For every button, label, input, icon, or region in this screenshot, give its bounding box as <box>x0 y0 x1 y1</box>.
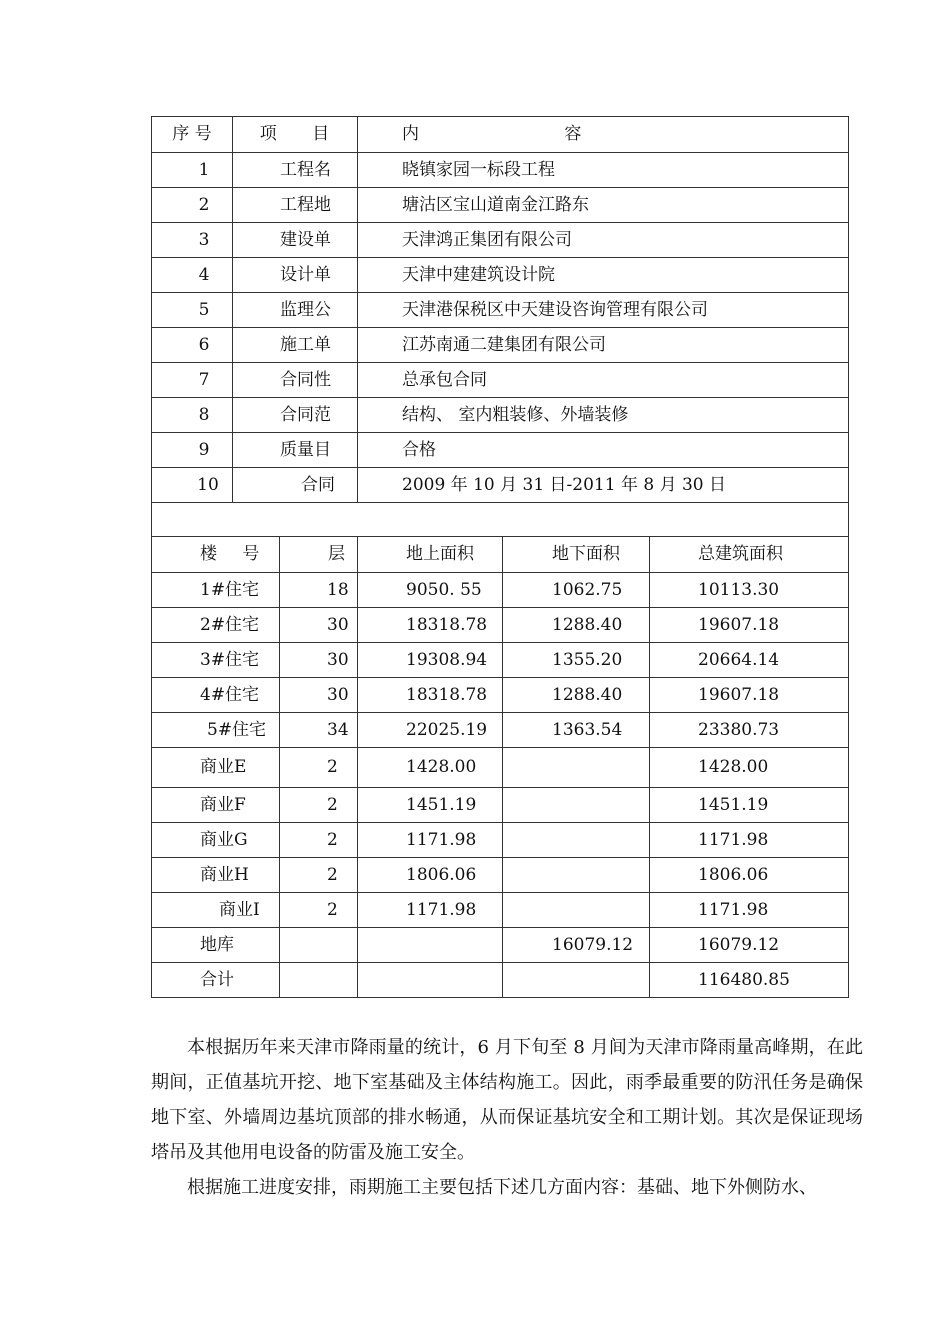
row-content: 晓镇家园一标段工程 <box>402 159 555 180</box>
cell-floors: 34 <box>327 719 349 740</box>
cell-below <box>552 788 649 822</box>
cell-above: 1171.98 <box>406 899 477 920</box>
table-row <box>152 747 848 787</box>
row-item: 质量目 <box>280 439 331 460</box>
cell-total: 23380.73 <box>698 719 780 740</box>
cell-above: 1428.00 <box>406 757 477 777</box>
cell-above <box>406 963 502 998</box>
cell-building: 商业I <box>219 899 260 920</box>
cell-total: 19607.18 <box>698 614 780 635</box>
row-seq: 3 <box>198 229 210 250</box>
paragraph-rain-statistics: 本根据历年来天津市降雨量的统计，6 月下旬至 8 月间为天津市降雨量高峰期，在此期间，正值基坑开挖、地下室基础及主体结构施工。因此，雨季最重要的防汛任务是确保地下室、外墙周边基坑顶部的排水畅通，从而保证基坑安全和工期计划。其次是保证现场塔吊及其他用电设备的防雷及施工安全。 <box>151 1037 863 1163</box>
row-item: 合同性 <box>280 369 331 390</box>
overview-header-row <box>152 117 848 152</box>
cell-above: 1451.19 <box>406 794 477 815</box>
cell-below <box>552 963 649 998</box>
cell-below <box>552 858 649 892</box>
cell-total: 1171.98 <box>698 829 769 850</box>
row-seq: 8 <box>198 404 210 425</box>
cell-building: 商业E <box>200 757 247 777</box>
table-row <box>152 712 848 747</box>
row-content: 天津港保税区中天建设咨询管理有限公司 <box>402 299 708 320</box>
project-overview-table <box>151 116 849 537</box>
cell-floors: 30 <box>327 684 349 705</box>
cell-building: 地库 <box>200 934 234 955</box>
cell-floors <box>327 928 357 962</box>
cell-building: 5#住宅 <box>207 719 267 740</box>
row-item: 建设单 <box>280 229 331 250</box>
cell-floors: 2 <box>327 794 338 815</box>
cell-above: 18318.78 <box>406 614 488 635</box>
cell-above <box>406 928 502 962</box>
overview-row <box>152 152 848 187</box>
row-content: 2009 年 10 月 31 日-2011 年 8 月 30 日 <box>402 474 727 495</box>
header-floors: 层 <box>328 544 345 564</box>
table-row <box>152 677 848 712</box>
body-text <box>151 1030 863 1205</box>
cell-above: 1806.06 <box>406 864 477 885</box>
cell-building: 3#住宅 <box>200 649 260 670</box>
header-content: 内 容 <box>402 124 582 144</box>
cell-floors: 2 <box>327 757 338 777</box>
cell-building: 商业G <box>200 829 248 850</box>
cell-building: 商业F <box>200 794 246 815</box>
cell-below: 1288.40 <box>552 614 623 635</box>
cell-building: 商业H <box>200 864 249 885</box>
cell-building: 2#住宅 <box>200 614 260 635</box>
cell-floors: 2 <box>327 864 338 885</box>
header-above: 地上面积 <box>406 544 474 564</box>
cell-below: 1288.40 <box>552 684 623 705</box>
table-row <box>152 607 848 642</box>
paragraph-construction-schedule: 根据施工进度安排，雨期施工主要包括下述几方面内容：基础、地下外侧防水、 <box>187 1177 817 1198</box>
table-row <box>152 787 848 822</box>
cell-below: 1355.20 <box>552 649 623 670</box>
table-row <box>152 857 848 892</box>
overview-row <box>152 327 848 362</box>
row-item: 工程地 <box>280 194 331 215</box>
row-content: 天津中建建筑设计院 <box>402 264 555 285</box>
table-row <box>152 572 848 607</box>
row-item: 监理公 <box>280 299 331 320</box>
cell-total: 1451.19 <box>698 794 769 815</box>
cell-total: 16079.12 <box>698 934 780 955</box>
table-row <box>152 822 848 857</box>
cell-total: 10113.30 <box>698 579 780 600</box>
overview-row <box>152 292 848 327</box>
table-row <box>152 962 848 998</box>
row-item: 设计单 <box>280 264 331 285</box>
overview-row <box>152 222 848 257</box>
row-seq: 6 <box>198 334 210 355</box>
cell-floors: 30 <box>327 649 349 670</box>
row-seq: 4 <box>198 264 210 285</box>
row-content: 合格 <box>402 439 436 460</box>
row-item: 施工单 <box>280 334 331 355</box>
row-seq: 9 <box>198 439 210 460</box>
cell-floors: 18 <box>327 579 349 600</box>
building-area-table <box>151 536 849 998</box>
cell-total: 19607.18 <box>698 684 780 705</box>
row-content: 天津鸿正集团有限公司 <box>402 229 572 250</box>
cell-above: 19308.94 <box>406 649 488 670</box>
header-building: 楼 号 <box>200 544 260 564</box>
header-seq: 序 号 <box>172 124 212 144</box>
cell-below <box>552 823 649 857</box>
row-item: 合同范 <box>280 404 331 425</box>
overview-row <box>152 432 848 467</box>
cell-total: 1171.98 <box>698 899 769 920</box>
row-seq: 1 <box>198 159 210 180</box>
overview-row <box>152 362 848 397</box>
row-content: 结构、 室内粗装修、外墙装修 <box>402 404 629 425</box>
row-content: 总承包合同 <box>402 369 487 390</box>
overview-blank-row <box>152 502 848 537</box>
cell-floors: 2 <box>327 899 338 920</box>
overview-row <box>152 257 848 292</box>
cell-total: 1428.00 <box>698 757 769 777</box>
cell-floors: 30 <box>327 614 349 635</box>
cell-below <box>552 893 649 927</box>
cell-building: 合计 <box>200 970 234 990</box>
row-content: 塘沽区宝山道南金江路东 <box>402 194 589 215</box>
area-header-row <box>152 537 848 572</box>
cell-above: 22025.19 <box>406 719 488 740</box>
overview-row <box>152 397 848 432</box>
cell-below: 1363.54 <box>552 719 623 740</box>
cell-below: 1062.75 <box>552 579 623 600</box>
table-row <box>152 892 848 927</box>
header-below: 地下面积 <box>552 544 620 564</box>
row-item: 工程名 <box>280 159 331 180</box>
row-seq: 5 <box>198 299 210 320</box>
cell-building: 1#住宅 <box>200 579 260 600</box>
table-row <box>152 927 848 962</box>
row-seq: 7 <box>198 369 210 390</box>
cell-total: 20664.14 <box>698 649 780 670</box>
cell-below <box>552 748 649 787</box>
cell-floors: 2 <box>327 829 338 850</box>
row-seq: 10 <box>197 474 219 495</box>
table-row <box>152 642 848 677</box>
header-item: 项 目 <box>259 124 330 144</box>
row-item: 合同 <box>301 474 335 495</box>
cell-above: 1171.98 <box>406 829 477 850</box>
row-seq: 2 <box>198 194 210 215</box>
cell-total: 1806.06 <box>698 864 769 885</box>
cell-above: 18318.78 <box>406 684 488 705</box>
row-content: 江苏南通二建集团有限公司 <box>402 334 606 355</box>
overview-row <box>152 187 848 222</box>
cell-floors <box>327 963 357 998</box>
cell-building: 4#住宅 <box>200 684 260 705</box>
header-total: 总建筑面积 <box>698 544 783 564</box>
cell-total: 116480.85 <box>698 970 790 990</box>
cell-below: 16079.12 <box>552 934 634 955</box>
overview-row <box>152 467 848 502</box>
cell-above: 9050. 55 <box>406 579 482 600</box>
